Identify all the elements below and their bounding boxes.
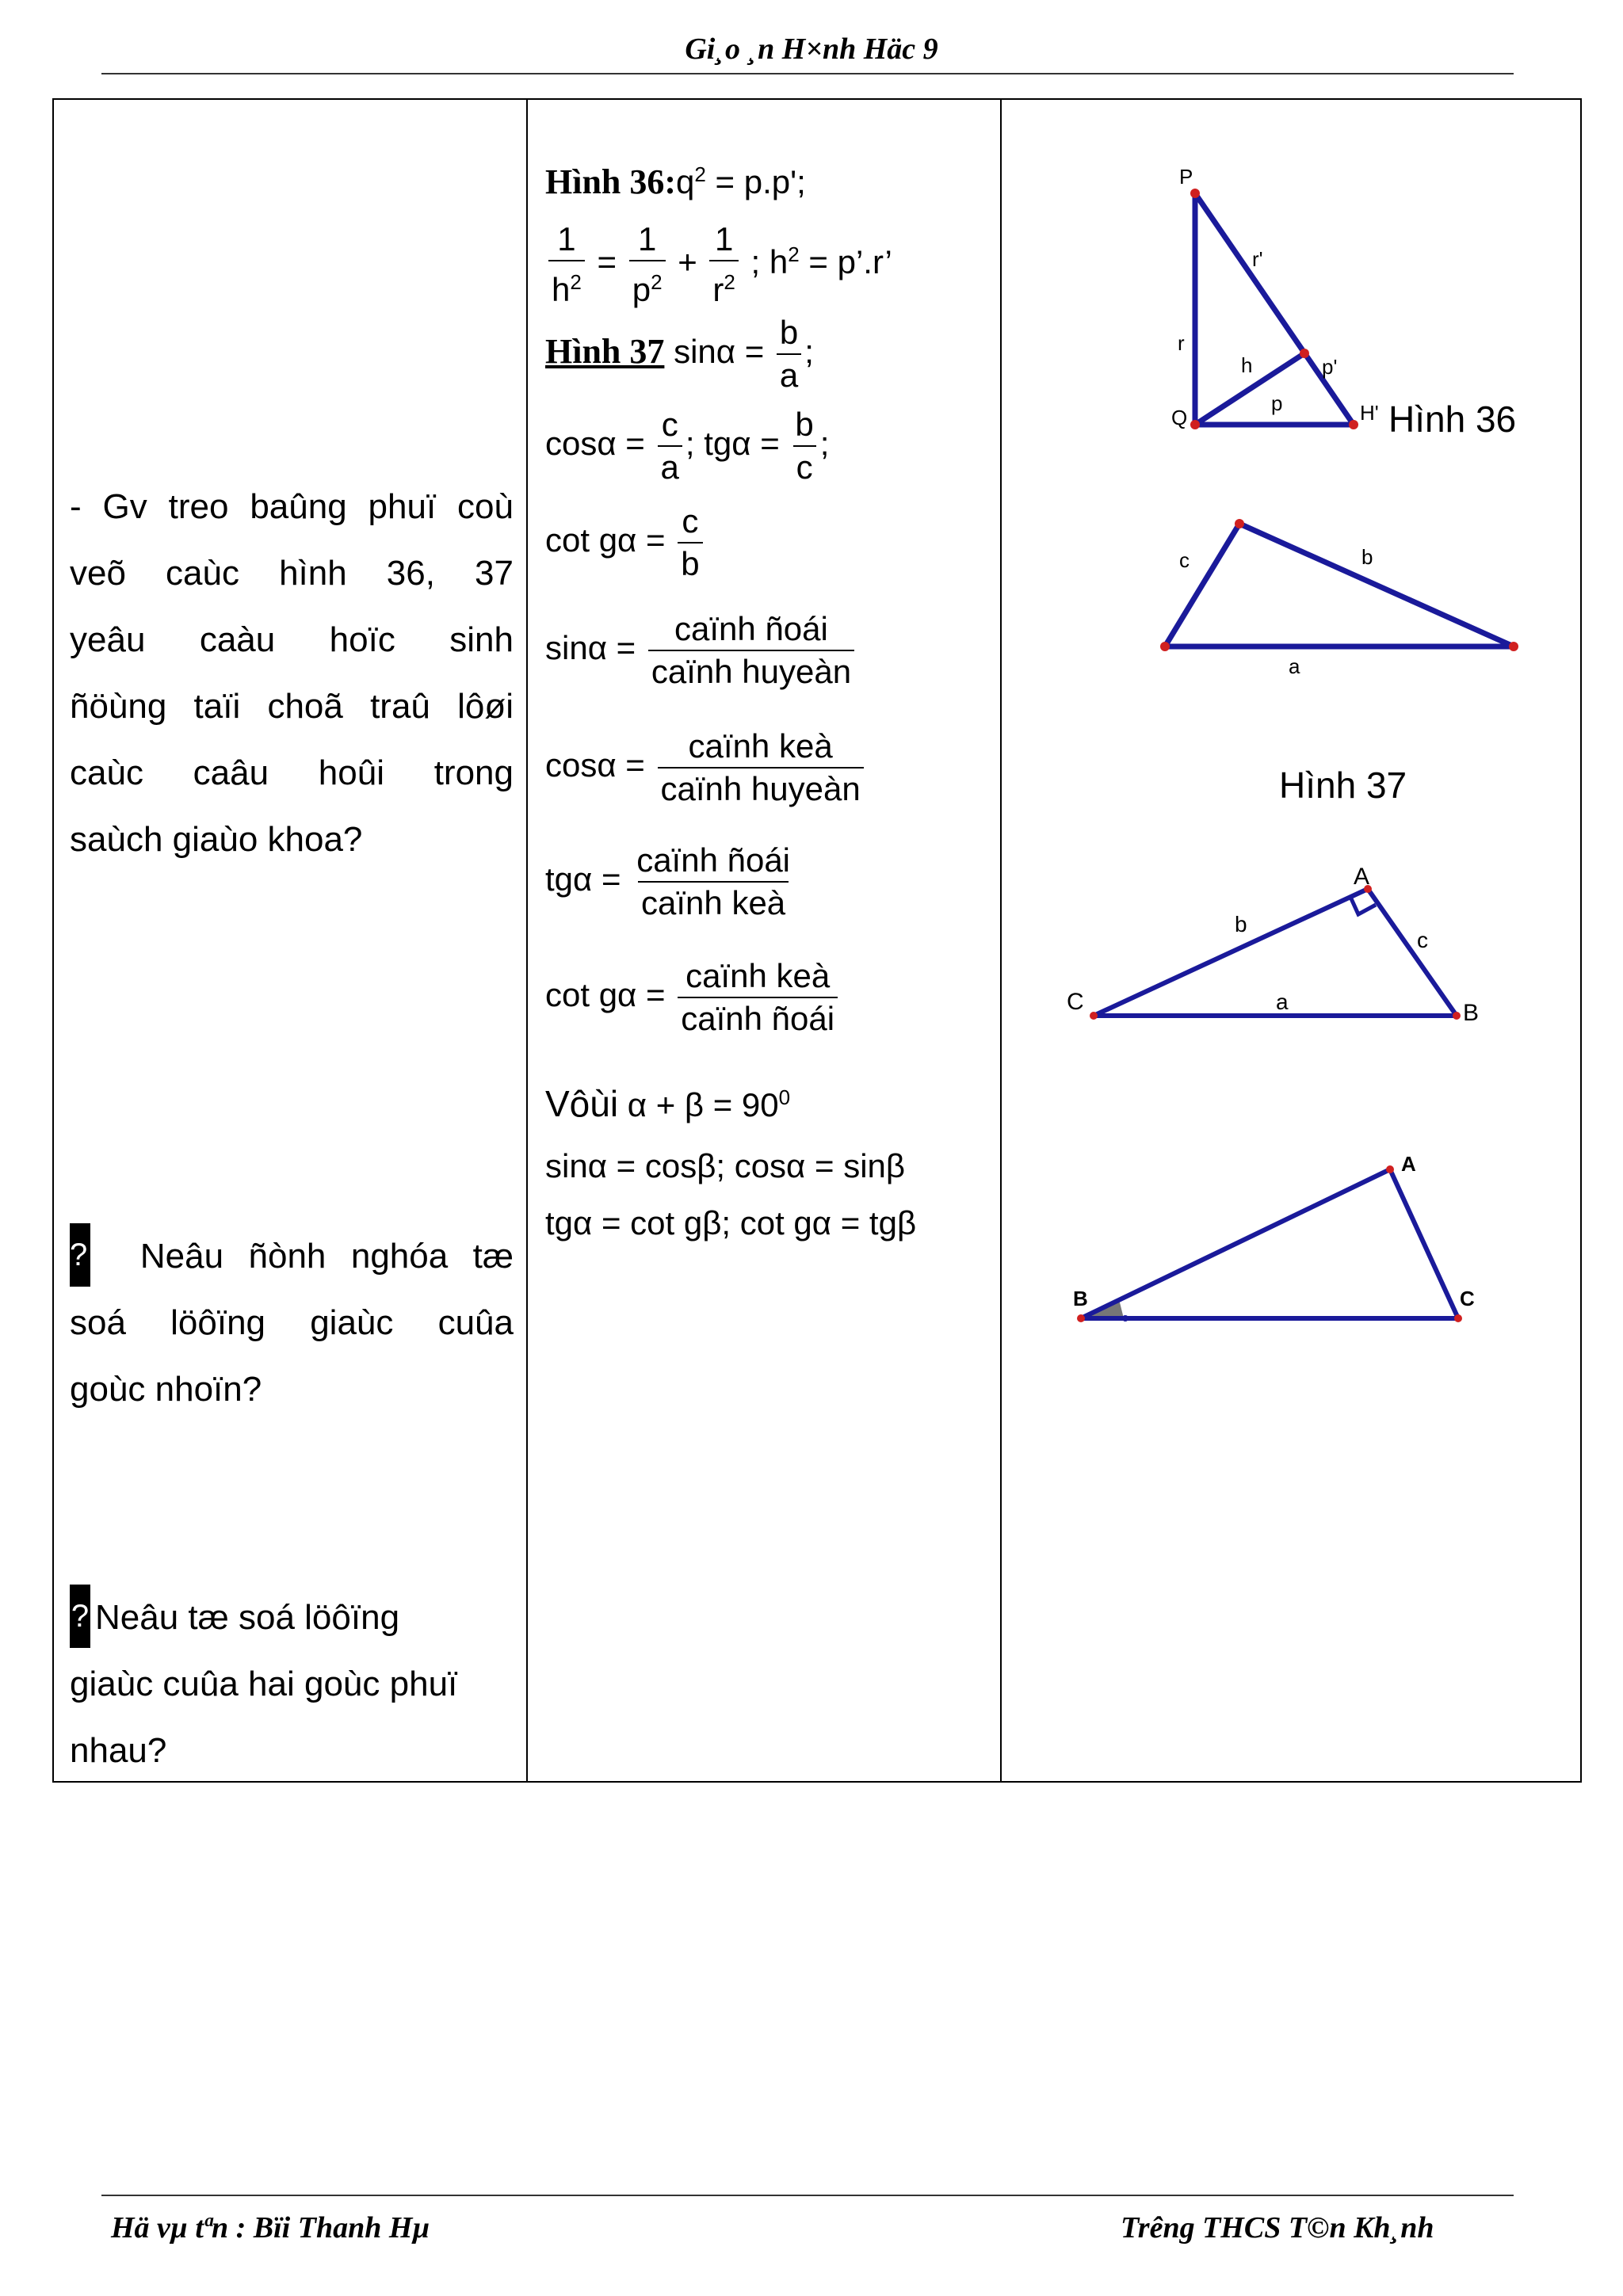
column-divider-2 <box>1000 100 1002 1781</box>
figure-36 <box>1171 165 1379 429</box>
fig36-label-r: r <box>1178 331 1185 355</box>
fig36-label-p1: p' <box>1322 355 1338 379</box>
fig36-label-p: p <box>1271 391 1283 415</box>
question-mark-icon: ? <box>70 1585 90 1648</box>
question-1 <box>70 1223 514 1423</box>
fig37b-label-C: C <box>1067 989 1084 1015</box>
relation-tg-cotg: tgα = cot gβ; cot gα = tgβ <box>545 1204 917 1241</box>
question-2 <box>70 1585 514 1784</box>
question-mark-icon: ? <box>70 1223 90 1287</box>
text-line: giaùc cuûa hai goùc phuï <box>70 1665 458 1703</box>
complementary-angles: Vôùi $\alpha + \beta = 90^0$ <box>545 1083 791 1124</box>
fig36-label-H: H' <box>1360 401 1379 425</box>
footer-rule <box>101 2195 1514 2196</box>
fig37a-label-b: b <box>1361 545 1373 569</box>
figure-37-caption: Hình 37 <box>1279 765 1407 806</box>
fig37b-label-b: b <box>1235 912 1247 936</box>
content-table <box>52 98 1582 1783</box>
text-line: Neâu tæ soá löôïng <box>95 1598 400 1637</box>
figure-37a <box>1160 519 1518 678</box>
header-rule <box>101 73 1514 74</box>
fig37c-label-A: A <box>1401 1152 1416 1176</box>
hinh37-cos-tg: cosα = $\frac{c}{a}$ ; tgα = $\frac{b}{c}$ ; <box>545 404 829 488</box>
fig36-label-Q: Q <box>1171 406 1188 429</box>
figure-37b <box>1067 864 1479 1026</box>
figure-36-caption: Hình 36 <box>1388 399 1517 440</box>
text-line: - Gv treo baûng phuï coù <box>70 487 514 526</box>
figure-37c <box>1073 1152 1475 1322</box>
text-line: nhau? <box>70 1731 167 1770</box>
def-cos: cosα = $\frac{\text{caïnh keà}}{\text{caïnh huyeàn}}$ <box>545 726 867 810</box>
hinh36-line1: Hình $36:q^2 = p.p'$; <box>545 162 806 201</box>
fig37a-label-a: a <box>1289 654 1300 678</box>
def-sin: sinα = $\frac{\text{caïnh ñoái}}{\text{caïnh huyeàn}}$ <box>545 608 857 692</box>
fig37c-label-C: C <box>1460 1287 1475 1310</box>
fig37b-label-A: A <box>1354 864 1370 890</box>
footer-school: Trêng THCS T©n Kh¸nh <box>1121 2211 1434 2245</box>
def-cotg: cot gα = $\frac{\text{caïnh keà}}{\text{caïnh ñoái}}$ <box>545 955 841 1039</box>
fig37b-label-B: B <box>1463 1000 1480 1026</box>
text-line: yeâu caàu hoïc sinh <box>70 620 514 659</box>
hinh37-cotg: cot gα = $\frac{c}{b}$ <box>545 501 706 585</box>
column-divider-1 <box>526 100 528 1781</box>
text-line: ñöùng taïi choã traû lôøi <box>70 687 514 726</box>
footer-author: Hä vµ tªn : Bïi Thanh Hµ <box>111 2211 430 2245</box>
fig36-label-r1: r' <box>1252 247 1263 271</box>
fig37a-label-c: c <box>1179 548 1190 572</box>
text-line: caùc caâu hoûi trong <box>70 753 514 792</box>
text-line: saùch giaùo khoa? <box>70 820 363 859</box>
relation-sin-cos: sinα = cosβ; cosα = sinβ <box>545 1147 906 1184</box>
hinh36-line2: $\frac{1}{h^2}$ = $\frac{1}{p^2}$ + $\frac{1}{r^2}$ ; $h^2$ = p’.r’ <box>545 219 892 311</box>
text-line: veõ caùc hình 36, 37 <box>70 554 514 593</box>
text-line: Neâu ñònh nghóa tæ <box>139 1237 514 1276</box>
text-line: goùc nhoïn? <box>70 1370 262 1409</box>
fig37b-label-a: a <box>1276 990 1289 1014</box>
fig36-label-P: P <box>1179 165 1193 189</box>
fig37c-label-B: B <box>1073 1287 1088 1310</box>
teacher-activity-1 <box>70 474 514 873</box>
fig36-label-h: h <box>1241 353 1253 377</box>
page-header: Gi¸o ¸n H×nh Häc 9 <box>685 32 938 66</box>
text-line: soá löôïng giaùc cuûa <box>70 1303 514 1342</box>
def-tg: tgα = $\frac{\text{caïnh ñoái}}{\text{caïnh keà}}$ <box>545 840 796 924</box>
fig37b-label-c: c <box>1417 928 1428 952</box>
hinh37-sin: Hình 37 sinα = $\frac{b}{a}$ ; <box>545 312 814 396</box>
figures-svg <box>1052 100 1599 1764</box>
